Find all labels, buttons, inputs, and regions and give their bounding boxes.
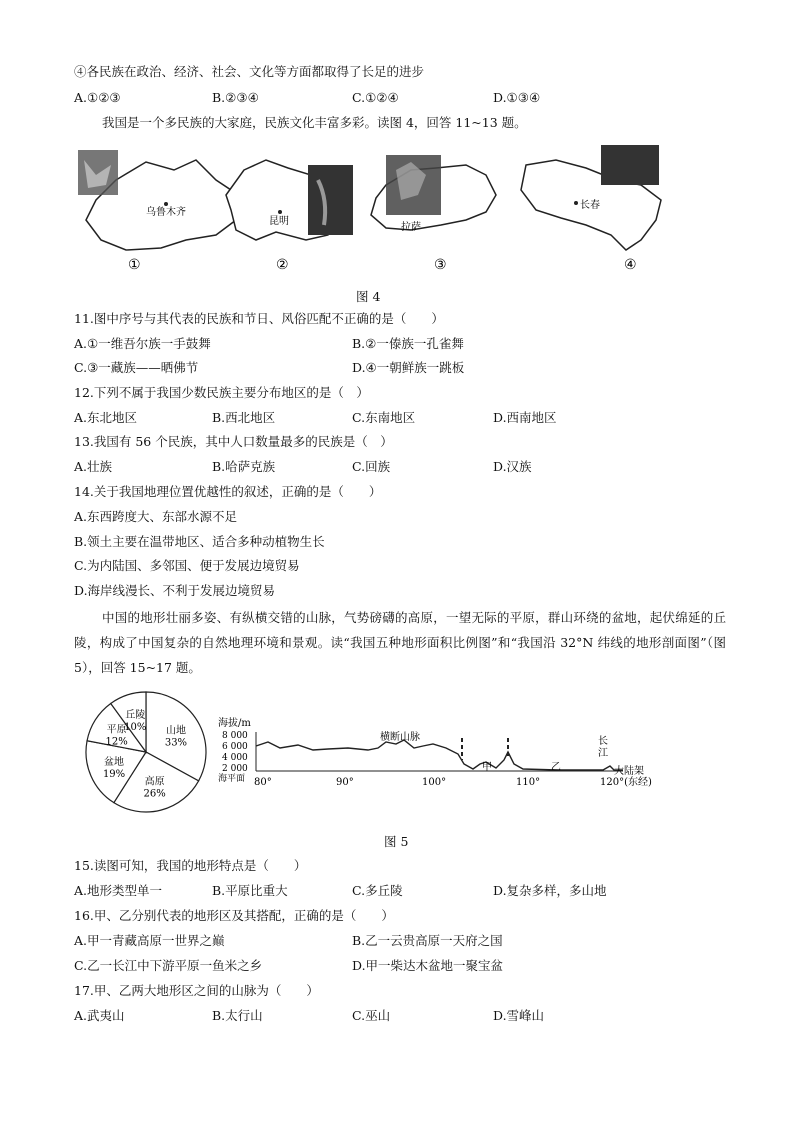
ytick-8000: 8 000 [222,731,248,741]
changjiang-label-2: 江 [598,748,608,759]
profile-ylabel: 海拔/m [218,718,251,729]
map-1-xinjiang [78,150,236,273]
map-number-2: ② [276,257,289,273]
pie-category-label-5: 丘陵 [125,709,146,721]
q11-option-a: A.①一维吾尔族一手鼓舞 [74,336,211,351]
question-13-stem: 13.我国有 56 个民族，其中人口数量最多的民族是（ ） [74,434,393,449]
seesaw-photo [601,145,659,185]
xtick-90: 90° [336,777,354,788]
q13-option-c: C.回族 [352,459,391,474]
q15-option-c: C.多丘陵 [352,883,403,898]
q12-option-b: B.西北地区 [212,410,276,425]
option-c: C.①②④ [352,90,399,105]
option-b: B.②③④ [212,90,259,105]
question-12-stem: 12.下列不属于我国少数民族主要分布地区的是（ ） [74,385,369,400]
pie-category-label-2: 高原 [144,776,165,788]
q11-option-d: D.④一朝鲜族一跳板 [352,360,465,375]
map-3-tibet [371,155,496,273]
q12-option-c: C.东南地区 [352,410,416,425]
q15-option-d: D.复杂多样，多山地 [493,883,607,898]
map-2-yunnan [226,160,353,273]
option-a: A.①②③ [74,90,121,105]
q16-option-d: D.甲一柴达木盆地一聚宝盆 [352,958,504,973]
sea-level-label: 海平面 [218,774,246,784]
question-16-stem: 16.甲、乙分别代表的地形区及其搭配，正确的是（ ） [74,908,394,923]
q17-option-d: D.雪峰山 [493,1008,545,1023]
q11-option-c: C.③一藏族——晒佛节 [74,360,199,375]
option-d: D.①③④ [493,90,541,105]
q16-option-c: C.乙一长江中下游平原一鱼米之乡 [74,958,263,973]
q12-option-a: A.东北地区 [74,410,138,425]
xtick-120: 120°(东经) [600,777,652,788]
figure-5-caption: 图 5 [384,834,409,849]
q14-option-d: D.海岸线漫长、不利于发展边境贸易 [74,583,276,598]
xtick-110: 110° [516,777,541,788]
city-label-1: 乌鲁木齐 [146,207,186,218]
pie-value-label-3: 19% [102,768,126,780]
region-jia-label: 甲 [482,762,492,773]
question-11-stem: 11.图中序号与其代表的民族和节日、风俗匹配不正确的是（ ） [74,311,444,326]
q14-option-a: A.东西跨度大、东部水源不足 [74,509,238,524]
intro-paragraph-2: 中国的地形壮丽多姿、有纵横交错的山脉，气势磅礴的高原，一望无际的平原，群山环绕的盆地，起伏绵延的丘陵，构成了中国复杂的自然地理环境和景观。读“我国五种地形面积比例图”和“我国沿 32°N 纬线的地形剖面图”（图 5），回答 15~17 题。 [74,610,726,675]
q14-option-c: C.为内陆国、多邻国、便于发展边境贸易 [74,558,300,573]
pie-category-label-1: 山地 [165,725,186,737]
figure-4-caption: 图 4 [356,289,381,304]
q13-option-a: A.壮族 [74,459,113,474]
profile-line [256,740,623,770]
terrain-pie-chart [78,688,218,818]
pie-value-label-4: 12% [105,736,128,748]
changjiang-label-1: 长 [598,736,608,747]
terrain-profile-chart [218,712,718,832]
ytick-2000: 2 000 [222,764,248,774]
question-15-stem: 15.读图可知，我国的地形特点是（ ） [74,858,307,873]
hengduan-label: 横断山脉 [380,732,420,743]
region-yi-label: 乙 [551,762,561,773]
intro-paragraph-1: 我国是一个多民族的大家庭，民族文化丰富多彩。读图 4，回答 11~13 题。 [102,115,527,130]
xtick-80: 80° [254,777,272,788]
q17-option-b: B.太行山 [212,1008,263,1023]
pie-value-label-2: 26% [143,788,166,800]
q15-option-b: B.平原比重大 [212,883,288,898]
map-number-4: ④ [624,257,637,273]
q12-option-d: D.西南地区 [493,410,557,425]
pie-value-label-5: 10% [124,721,147,733]
q16-option-a: A.甲一青藏高原一世界之巅 [74,933,225,948]
ytick-4000: 4 000 [222,753,248,763]
city-label-2: 昆明 [269,216,289,227]
q14-option-b: B.领土主要在温带地区、适合多种动植物生长 [74,534,325,549]
figure-4-maps [66,140,726,275]
question-14-stem: 14.关于我国地理位置优越性的叙述，正确的是（ ） [74,484,382,499]
continental-shelf-label: 大陆架 [614,766,644,777]
xtick-100: 100° [422,777,447,788]
q11-option-b: B.②一傣族一孔雀舞 [352,336,464,351]
q13-option-d: D.汉族 [493,459,532,474]
city-label-3: 拉萨 [401,222,421,233]
pie-value-label-1: 33% [164,737,188,749]
city-label-4: 长春 [580,200,600,211]
ytick-6000: 6 000 [222,742,248,752]
pie-category-label-4: 平原 [106,724,127,736]
peacock-dance-photo [308,165,353,235]
question-17-stem: 17.甲、乙两大地形区之间的山脉为（ ） [74,983,319,998]
statement-4: ④各民族在政治、经济、社会、文化等方面都取得了长足的进步 [74,64,425,79]
map-number-1: ① [128,257,141,273]
pie-category-label-3: 盆地 [104,756,125,768]
map-4-jilin [521,145,661,273]
q15-option-a: A.地形类型单一 [74,883,163,898]
map-number-3: ③ [434,257,447,273]
q17-option-c: C.巫山 [352,1008,391,1023]
q17-option-a: A.武夷山 [74,1008,125,1023]
q16-option-b: B.乙一云贵高原一天府之国 [352,933,503,948]
q13-option-b: B.哈萨克族 [212,459,276,474]
dancer-photo [78,150,118,195]
